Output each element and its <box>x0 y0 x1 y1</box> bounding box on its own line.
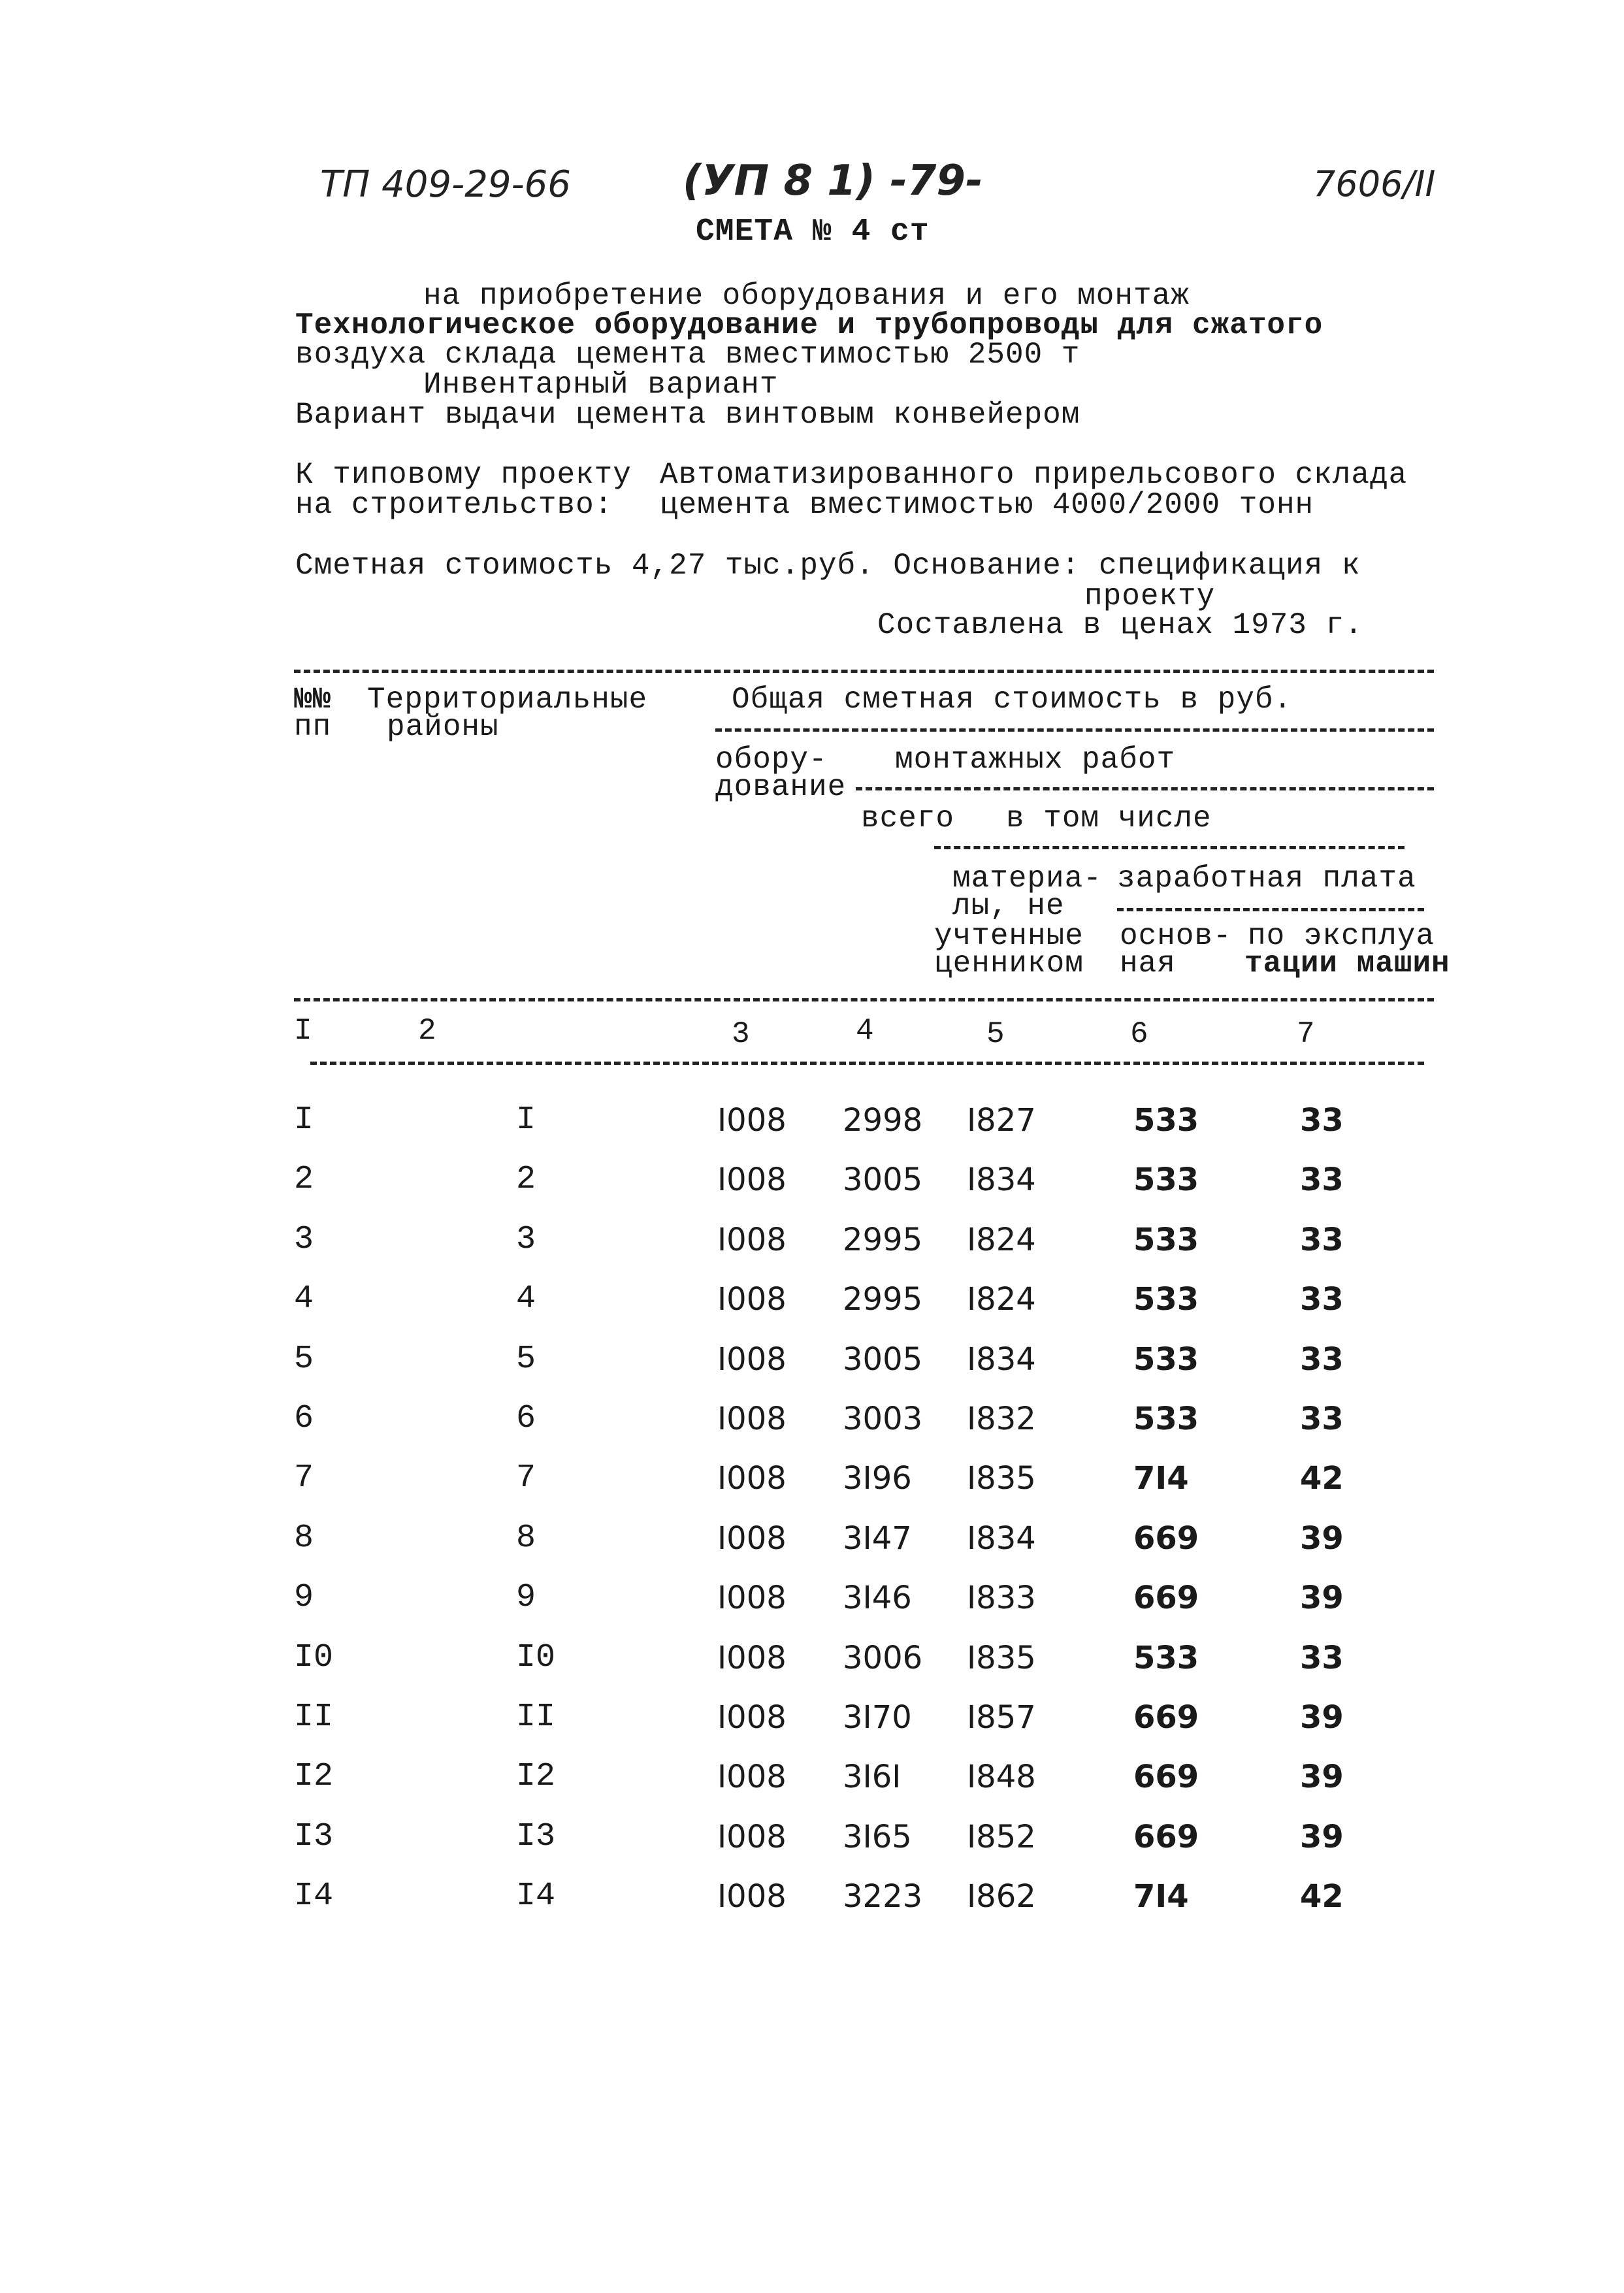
sheet-code: (УП 8 1) -79- <box>683 157 983 205</box>
row-materials: I833 <box>967 1580 1036 1616</box>
row-install-total: 2995 <box>843 1281 923 1318</box>
row-region: I2 <box>516 1758 556 1795</box>
row-install-total: 3I47 <box>843 1520 912 1557</box>
row-region: 2 <box>516 1161 536 1198</box>
row-region: I0 <box>516 1639 556 1676</box>
row-machine-wage: 39 <box>1300 1819 1344 1855</box>
row-number: I0 <box>294 1639 334 1676</box>
row-equipment: I008 <box>717 1878 787 1915</box>
row-materials: I834 <box>967 1520 1036 1557</box>
header-materials-1: материа- <box>952 862 1102 896</box>
header-no-1: №№ <box>294 683 332 717</box>
row-region: 9 <box>516 1579 536 1616</box>
header-installation: монтажных работ <box>895 743 1176 777</box>
row-materials: I835 <box>967 1640 1036 1676</box>
row-materials: I835 <box>967 1460 1036 1497</box>
row-number: 3 <box>294 1221 314 1258</box>
row-basic-wage: 533 <box>1133 1401 1199 1437</box>
row-number: I2 <box>294 1758 334 1795</box>
row-number: 7 <box>294 1459 314 1497</box>
row-materials: I834 <box>967 1341 1036 1378</box>
description-line-4: Инвентарный вариант <box>423 368 779 402</box>
row-number: 6 <box>294 1400 314 1437</box>
row-equipment: I008 <box>717 1401 787 1437</box>
row-machine-wage: 33 <box>1300 1640 1344 1676</box>
row-number: II <box>294 1699 334 1736</box>
row-machine-wage: 33 <box>1300 1102 1344 1139</box>
row-install-total: 3005 <box>843 1162 923 1198</box>
document-title: СМЕТА № 4 ст <box>696 214 930 250</box>
header-region-2: районы <box>387 710 499 744</box>
row-equipment: I008 <box>717 1162 787 1198</box>
row-number: 9 <box>294 1579 314 1616</box>
col-number-4: 4 <box>856 1014 875 1048</box>
row-install-total: 2995 <box>843 1222 923 1258</box>
col-number-6: 6 <box>1130 1017 1149 1051</box>
row-materials: I824 <box>967 1281 1036 1318</box>
header-region-1: Территориальные <box>367 683 648 717</box>
row-materials: I848 <box>967 1759 1036 1795</box>
col-number-5: 5 <box>986 1017 1005 1051</box>
row-region: I4 <box>516 1878 556 1915</box>
row-region: 3 <box>516 1221 536 1258</box>
row-equipment: I008 <box>717 1520 787 1557</box>
row-install-total: 3006 <box>843 1640 923 1676</box>
row-machine-wage: 33 <box>1300 1162 1344 1198</box>
row-materials: I832 <box>967 1401 1036 1437</box>
header-all: всего <box>861 802 955 836</box>
row-region: 8 <box>516 1520 536 1557</box>
header-materials-4: ценником <box>934 947 1084 981</box>
header-no-2: пп <box>294 710 332 744</box>
row-basic-wage: 533 <box>1133 1162 1199 1198</box>
row-equipment: I008 <box>717 1640 787 1676</box>
row-install-total: 3I96 <box>843 1460 912 1497</box>
row-materials: I834 <box>967 1162 1036 1198</box>
row-materials: I827 <box>967 1102 1036 1139</box>
col-number-1: I <box>294 1014 313 1048</box>
row-install-total: 3I46 <box>843 1580 912 1616</box>
row-machine-wage: 42 <box>1300 1460 1344 1497</box>
row-machine-wage: 39 <box>1300 1759 1344 1795</box>
project-label-2: на строительство: <box>295 488 613 522</box>
header-wages: заработная плата <box>1117 862 1416 896</box>
row-equipment: I008 <box>717 1341 787 1378</box>
row-equipment: I008 <box>717 1699 787 1736</box>
description-line-1: на приобретение оборудования и его монтаж <box>423 279 1190 313</box>
header-machines-2: тации машин <box>1244 947 1450 981</box>
row-equipment: I008 <box>717 1460 787 1497</box>
row-basic-wage: 533 <box>1133 1281 1199 1318</box>
project-value-2: цемента вместимостью 4000/2000 тонн <box>660 488 1314 522</box>
row-equipment: I008 <box>717 1759 787 1795</box>
rule-under-incl <box>934 846 1405 849</box>
row-basic-wage: 7I4 <box>1133 1878 1189 1915</box>
row-install-total: 3I70 <box>843 1699 912 1736</box>
row-basic-wage: 533 <box>1133 1102 1199 1139</box>
row-machine-wage: 42 <box>1300 1878 1344 1915</box>
row-number: 4 <box>294 1280 314 1318</box>
row-basic-wage: 669 <box>1133 1759 1199 1795</box>
row-equipment: I008 <box>717 1102 787 1139</box>
row-materials: I857 <box>967 1699 1036 1736</box>
header-machines-1: по эксплуа <box>1248 919 1435 953</box>
col-number-3: 3 <box>732 1017 751 1051</box>
header-equipment-1: обору- <box>715 743 828 777</box>
row-equipment: I008 <box>717 1281 787 1318</box>
row-number: 5 <box>294 1341 314 1378</box>
row-number: I4 <box>294 1878 334 1915</box>
project-label-1: К типовому проекту <box>295 458 632 492</box>
row-number: 2 <box>294 1161 314 1198</box>
row-number: 8 <box>294 1520 314 1557</box>
row-materials: I862 <box>967 1878 1036 1915</box>
header-materials-3: учтенные <box>934 919 1084 953</box>
rule-under-header <box>294 998 1434 1001</box>
row-number: I3 <box>294 1818 334 1855</box>
row-equipment: I008 <box>717 1819 787 1855</box>
row-install-total: 3003 <box>843 1401 923 1437</box>
row-machine-wage: 33 <box>1300 1281 1344 1318</box>
row-machine-wage: 33 <box>1300 1401 1344 1437</box>
row-basic-wage: 669 <box>1133 1520 1199 1557</box>
estimated-cost: Сметная стоимость 4,27 тыс.руб. Основание: спецификация к <box>295 549 1361 583</box>
row-region: 7 <box>516 1459 536 1497</box>
col-number-2: 2 <box>418 1014 437 1048</box>
header-materials-2: лы, не <box>952 889 1065 923</box>
header-basic-2: ная <box>1120 947 1176 981</box>
row-materials: I852 <box>967 1819 1036 1855</box>
inventory-code: 7606/II <box>1313 163 1436 204</box>
row-machine-wage: 33 <box>1300 1341 1344 1378</box>
row-region: 6 <box>516 1400 536 1437</box>
row-basic-wage: 533 <box>1133 1341 1199 1378</box>
row-region: I <box>516 1101 536 1139</box>
row-basic-wage: 533 <box>1133 1640 1199 1676</box>
price-level: Составлена в ценах 1973 г. <box>877 608 1363 642</box>
row-install-total: 3I65 <box>843 1819 912 1855</box>
row-region: 4 <box>516 1280 536 1318</box>
row-basic-wage: 533 <box>1133 1222 1199 1258</box>
description-line-5: Вариант выдачи цемента винтовым конвейером <box>295 398 1080 432</box>
project-value-1: Автоматизированного прирельсового склада <box>660 458 1408 492</box>
row-basic-wage: 669 <box>1133 1699 1199 1736</box>
rule-under-install <box>856 787 1434 790</box>
header-equipment-2: дование <box>715 770 847 804</box>
table-top-rule <box>294 670 1434 673</box>
row-equipment: I008 <box>717 1580 787 1616</box>
rule-under-total <box>715 728 1434 732</box>
basis-continuation: проекту <box>1084 579 1216 613</box>
row-region: 5 <box>516 1341 536 1378</box>
row-install-total: 2998 <box>843 1102 923 1139</box>
row-install-total: 3005 <box>843 1341 923 1378</box>
row-install-total: 3223 <box>843 1878 923 1915</box>
header-total-cost: Общая сметная стоимость в руб. <box>732 683 1293 717</box>
row-materials: I824 <box>967 1222 1036 1258</box>
project-code: ТП 409-29-66 <box>320 163 571 206</box>
row-machine-wage: 39 <box>1300 1580 1344 1616</box>
description-line-2: Технологическое оборудование и трубопроводы для сжатого <box>295 308 1324 342</box>
row-region: II <box>516 1699 556 1736</box>
row-basic-wage: 669 <box>1133 1580 1199 1616</box>
row-basic-wage: 669 <box>1133 1819 1199 1855</box>
rule-under-wage <box>1117 908 1424 911</box>
header-basic-1: основ- <box>1120 919 1232 953</box>
col-number-7: 7 <box>1297 1017 1316 1051</box>
header-including: в том числе <box>1006 802 1212 836</box>
row-equipment: I008 <box>717 1222 787 1258</box>
rule-under-col-numbers <box>310 1062 1424 1065</box>
row-machine-wage: 33 <box>1300 1222 1344 1258</box>
row-install-total: 3I6I <box>843 1759 901 1795</box>
description-line-3: воздуха склада цемента вместимостью 2500 т <box>295 338 1080 372</box>
row-number: I <box>294 1101 314 1139</box>
row-basic-wage: 7I4 <box>1133 1460 1189 1497</box>
row-machine-wage: 39 <box>1300 1699 1344 1736</box>
row-machine-wage: 39 <box>1300 1520 1344 1557</box>
row-region: I3 <box>516 1818 556 1855</box>
